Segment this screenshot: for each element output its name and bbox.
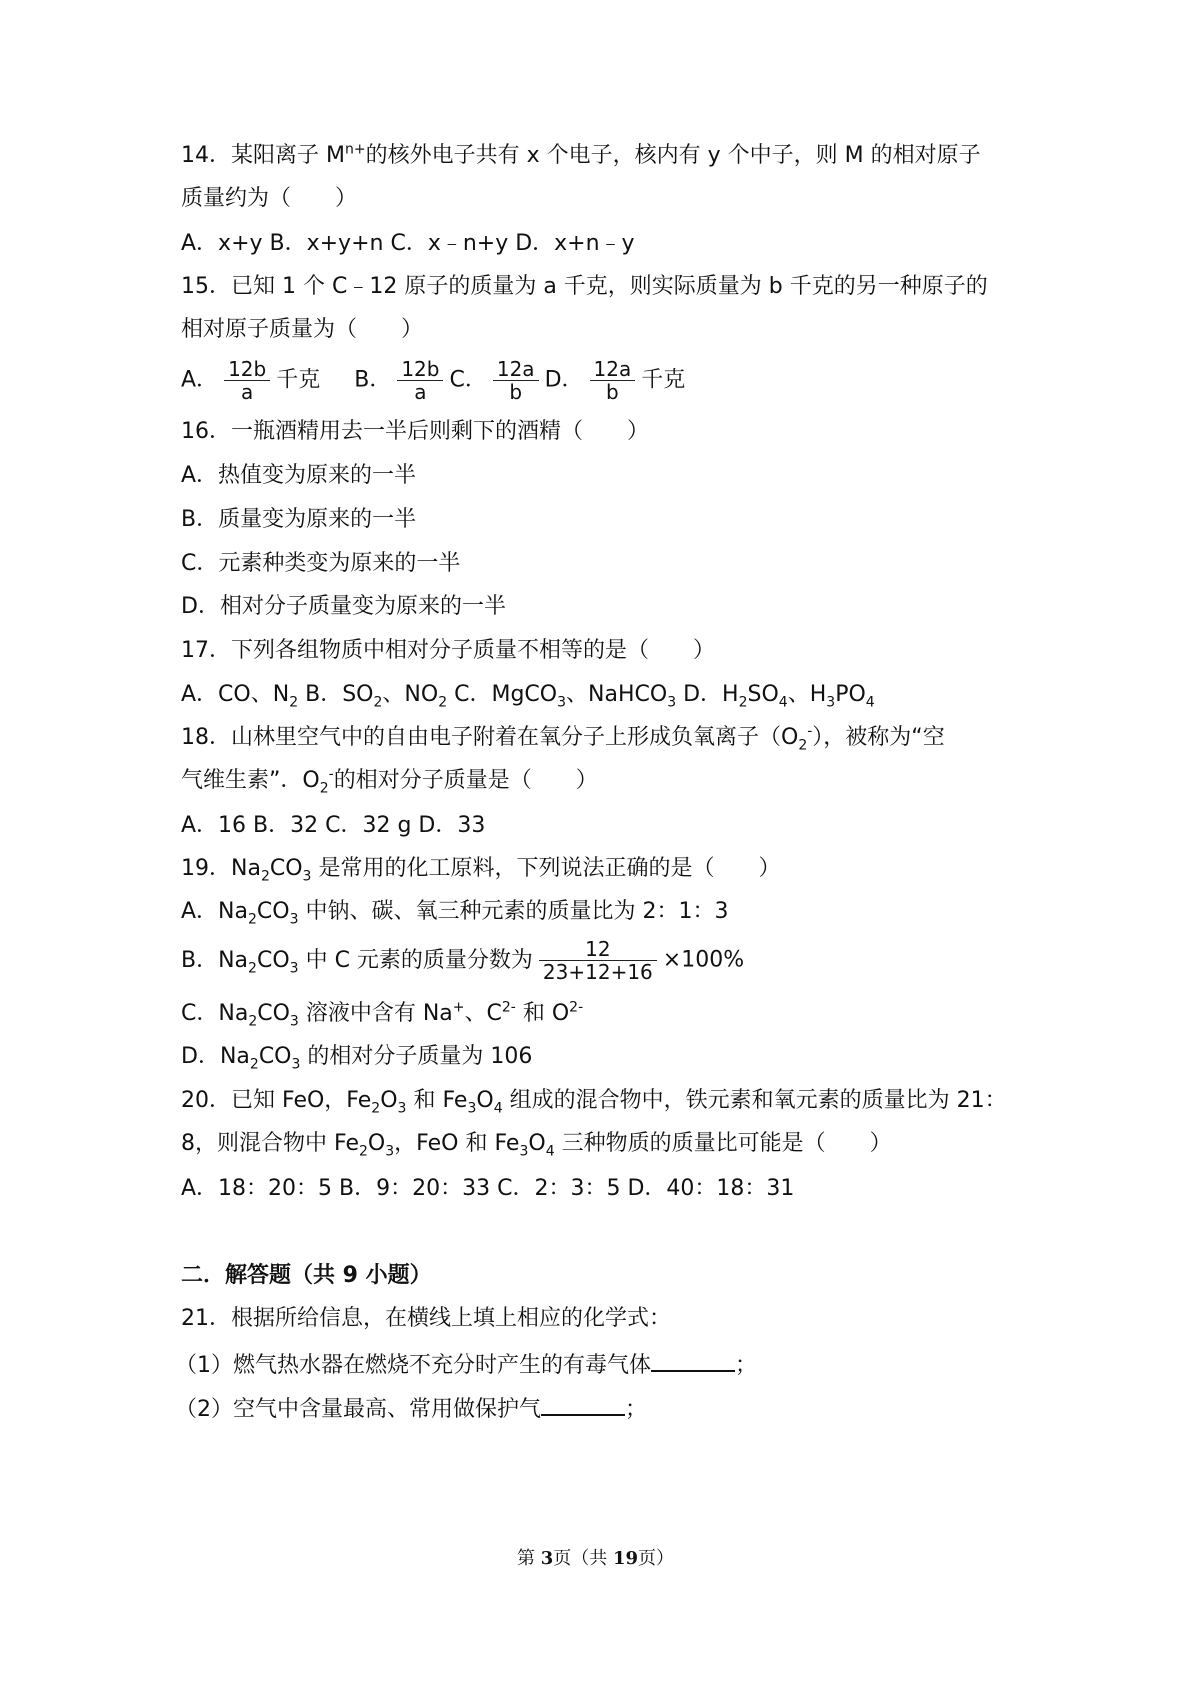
q15-frac-a [224, 358, 270, 403]
footer-page-number: 3 [540, 1548, 554, 1569]
q16-option-d: D．相对分子质量变为原来的一半 [181, 594, 506, 619]
q19-option-b-text: B．$Na_2CO_3$ 中 C 元素的质量分数为 [181, 947, 533, 976]
q19-option-d: D．$Na_2CO_3$ 的相对分子质量为 106 [181, 1044, 533, 1073]
q21-part2-text: （2）空气中含量最高、常用做保护气 [175, 1397, 541, 1422]
q21-part2 [175, 1392, 647, 1425]
q21-part2-end: ； [625, 1397, 648, 1422]
q15-frac-c-num: 12a [493, 358, 539, 381]
q14-line1 [181, 141, 981, 171]
q19-option-b [181, 938, 744, 983]
q18-options: A．16 B．32 C．32 g D．33 [181, 813, 486, 838]
q17-stem: 17．下列各组物质中相对分子质量不相等的是（ ） [181, 638, 715, 663]
q19-stem: 19．$Na_2CO_3$ 是常用的化工原料，下列说法正确的是（ ） [181, 856, 781, 885]
q19-frac-den: 23+12+16 [542, 960, 653, 984]
q19-option-a: A．$Na_2CO_3$ 中钠、碳、氧三种元素的质量比为 2：1：3 [181, 899, 729, 928]
q14-text-b: 的核外电子共有 x 个电子，核内有 y 个中子，则 M 的相对原子 [365, 143, 981, 168]
q21-answer-blank-2[interactable] [541, 1392, 625, 1416]
q15-opt-c: C． [449, 367, 487, 393]
q16-stem: 16．一瓶酒精用去一半后则剩下的酒精（ ） [181, 419, 649, 444]
footer-post: 页） [638, 1548, 675, 1569]
q15-frac-b-num: 12b [397, 358, 443, 381]
q19-option-b-suffix: ×100% [662, 947, 745, 973]
q20-line1: 20．已知 FeO，$Fe_2O_3$ 和 $Fe_3O_4$ 组成的混合物中，铁元素和氧元素的质量比为 21： [181, 1088, 1007, 1117]
q14-options: A．x+y B．x+y+n C．x﹣n+y D．x+n﹣y [181, 231, 635, 256]
q15-unit-d: 千克 [641, 367, 686, 393]
footer-total-pages: 19 [612, 1548, 639, 1569]
q15-line1: 15．已知 1 个 C﹣12 原子的质量为 a 千克，则实际质量为 b 千克的另一种原子的 [181, 274, 988, 299]
q15-line2: 相对原子质量为（ ） [181, 317, 424, 342]
q14-superscript: n+ [344, 141, 366, 158]
q15-frac-b-den: a [414, 380, 427, 404]
q16-option-c: C．元素种类变为原来的一半 [181, 551, 461, 576]
footer-mid: 页（共 [553, 1548, 613, 1569]
q21-stem: 21．根据所给信息，在横线上填上相应的化学式： [181, 1306, 671, 1331]
q21-part1-text: （1）燃气热水器在燃烧不充分时产生的有毒气体 [175, 1353, 651, 1378]
q21-part1 [175, 1348, 757, 1381]
q15-unit-a: 千克 [276, 367, 321, 393]
q19-frac [539, 938, 657, 983]
q15-frac-a-den: a [241, 380, 254, 404]
q15-opt-a: A． [181, 367, 219, 393]
section-heading: 二．解答题（共 9 小题） [181, 1263, 432, 1288]
q15-opt-b: B． [354, 367, 392, 393]
q16-option-a: A．热值变为原来的一半 [181, 463, 417, 488]
q19-option-c: C．$Na_2CO_3$ 溶液中含有 Na+、$C^{2-}$ 和 $O^{2-}$ [181, 999, 584, 1030]
q15-frac-d [590, 358, 636, 403]
q15-opt-d: D． [544, 367, 584, 393]
q15-frac-a-num: 12b [224, 358, 270, 381]
q15-frac-c-den: b [509, 380, 523, 404]
q21-part1-end: ； [735, 1353, 758, 1378]
q19-frac-num: 12 [539, 938, 657, 961]
q15-frac-d-num: 12a [590, 358, 636, 381]
q15-frac-b [397, 358, 443, 403]
q18-line2: 气维生素”．$O_2^-$的相对分子质量是（ ） [181, 766, 598, 797]
q14-line2: 质量约为（ ） [181, 186, 358, 211]
q17-options: A．CO、$N_2$ B．$SO_2$、$NO_2$ C．MgCO$_3$、NaHCO$_3$ D．$H_2SO_4$、$H_3PO_4$ [181, 682, 875, 711]
q15-frac-c [493, 358, 539, 403]
q20-line2: 8，则混合物中 $Fe_2O_3$，FeO 和 $Fe_3O_4$ 三种物质的质量比可能是（ ） [181, 1131, 892, 1160]
q21-answer-blank-1[interactable] [651, 1348, 735, 1372]
q15-frac-d-den: b [606, 380, 619, 404]
q18-line1: 18．山林里空气中的自由电子附着在氧分子上形成负氧离子$(O_2^-)$，被称为“空 [181, 723, 945, 754]
q15-options [181, 358, 685, 403]
page-footer [0, 1544, 1191, 1570]
q16-option-b: B．质量变为原来的一半 [181, 507, 417, 532]
footer-pre: 第 [516, 1548, 541, 1569]
q20-options: A．18：20：5 B．9：20：33 C．2：3：5 D．40：18：31 [181, 1176, 795, 1201]
q14-text-a: 14．某阳离子 M [181, 143, 345, 168]
